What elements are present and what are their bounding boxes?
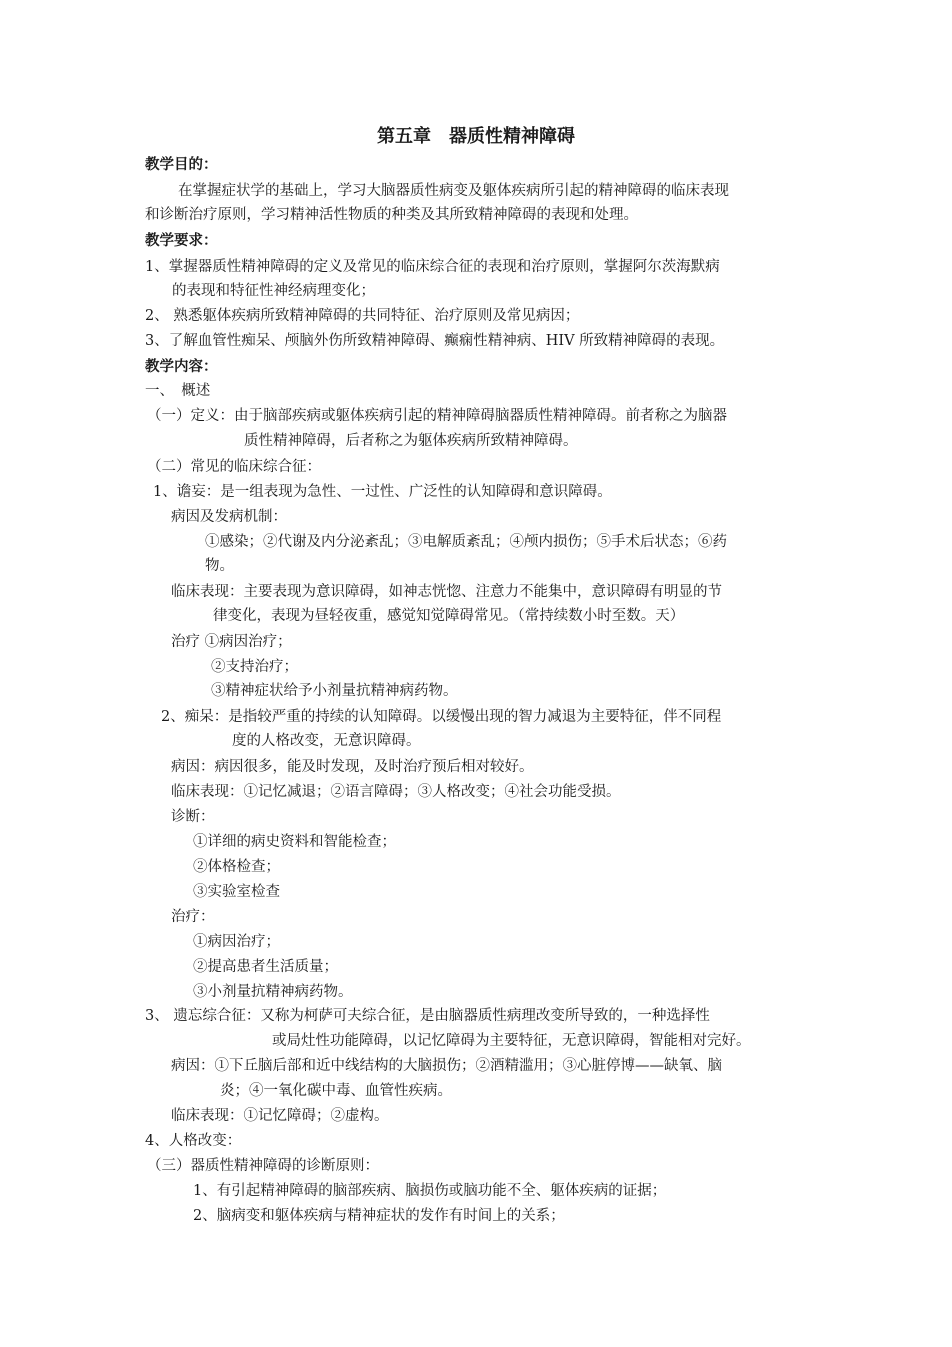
paragraph-line: 律变化，表现为昼轻夜重，感觉知觉障碍常见。（常持续数小时至数。天）: [213, 608, 685, 624]
subheading-line: 诊断：: [171, 809, 215, 825]
paragraph-line: 或局灶性功能障碍，以记忆障碍为主要特征，无意识障碍，智能相对完好。: [272, 1033, 751, 1049]
syndrome-heading: 2、痴呆：是指较严重的持续的认知障碍。以缓慢出现的智力减退为主要特征，伴不同程: [161, 709, 722, 725]
outline-subheading: （二）常见的临床综合征：: [147, 459, 321, 475]
paragraph-line: 度的人格改变，无意识障碍。: [232, 733, 421, 749]
paragraph-line: 炎；④一氧化碳中毒、血管性疾病。: [220, 1083, 452, 1099]
outline-subheading: （三）器质性精神障碍的诊断原则：: [147, 1158, 379, 1174]
list-line: ②支持治疗；: [211, 659, 298, 675]
section-heading-requirements: 教学要求：: [145, 233, 218, 249]
list-line: 2、脑病变和躯体疾病与精神症状的发作有时间上的关系；: [193, 1208, 565, 1224]
definition-continuation: 质性精神障碍，后者称之为躯体疾病所致精神障碍。: [244, 433, 578, 449]
list-line: ②体格检查；: [193, 859, 280, 875]
list-item: 1、掌握器质性精神障碍的定义及常见的临床综合征的表现和治疗原则，掌握阿尔茨海默病: [145, 259, 720, 275]
list-item-continuation: 的表现和特征性神经病理变化；: [172, 283, 375, 299]
syndrome-heading: 1、谵妄：是一组表现为急性、一过性、广泛性的认知障碍和意识障碍。: [153, 484, 612, 500]
subheading-line: 治疗：: [171, 909, 215, 925]
list-line: ①详细的病史资料和智能检查；: [193, 834, 396, 850]
list-line: 治疗 ①病因治疗；: [171, 634, 292, 650]
list-line: 物。: [205, 558, 234, 574]
list-line: ③小剂量抗精神病药物。: [193, 984, 353, 1000]
paragraph-line: 病因：①下丘脑后部和近中线结构的大脑损伤；②酒精滥用；③心脏停博——缺氧、脑: [171, 1058, 722, 1074]
paragraph-line: 在掌握症状学的基础上，学习大脑器质性病变及躯体疾病所引起的精神障碍的临床表现: [178, 183, 729, 199]
list-item: 2、 熟悉躯体疾病所致精神障碍的共同特征、治疗原则及常见病因；: [145, 308, 580, 324]
list-line: ③实验室检查: [193, 884, 280, 900]
list-line: 1、有引起精神障碍的脑部疾病、脑损伤或脑功能不全、躯体疾病的证据；: [193, 1183, 667, 1199]
list-line: ②提高患者生活质量；: [193, 959, 338, 975]
outline-heading: 一、 概述: [145, 383, 211, 399]
syndrome-heading: 3、 遗忘综合征：又称为柯萨可夫综合征，是由脑器质性病理改变所导致的，一种选择性: [145, 1008, 710, 1024]
definition-line: （一）定义：由于脑部疾病或躯体疾病引起的精神障碍脑器质性精神障碍。前者称之为脑器: [147, 408, 727, 424]
section-heading-purpose: 教学目的：: [145, 157, 218, 173]
list-item: 3、了解血管性痴呆、颅脑外伤所致精神障碍、癫痫性精神病、HIV 所致精神障碍的表现。: [145, 333, 725, 349]
chapter-title: 第五章 器质性精神障碍: [377, 126, 575, 147]
paragraph-line: 临床表现：①记忆障碍；②虚构。: [171, 1108, 389, 1124]
paragraph-line: 和诊断治疗原则，学习精神活性物质的种类及其所致精神障碍的表现和处理。: [145, 207, 638, 223]
list-line: ①病因治疗；: [193, 934, 280, 950]
syndrome-heading: 4、人格改变：: [145, 1133, 242, 1149]
paragraph-line: 临床表现：主要表现为意识障碍，如神志恍惚、注意力不能集中，意识障碍有明显的节: [171, 584, 722, 600]
paragraph-line: 临床表现：①记忆减退；②语言障碍；③人格改变；④社会功能受损。: [171, 784, 621, 800]
list-line: ①感染；②代谢及内分泌紊乱；③电解质紊乱；④颅内损伤；⑤手术后状态；⑥药: [205, 534, 727, 550]
subheading-line: 病因及发病机制：: [171, 509, 287, 525]
section-heading-content: 教学内容：: [145, 359, 218, 375]
paragraph-line: 病因：病因很多，能及时发现，及时治疗预后相对较好。: [171, 759, 534, 775]
list-line: ③精神症状给予小剂量抗精神病药物。: [211, 683, 458, 699]
